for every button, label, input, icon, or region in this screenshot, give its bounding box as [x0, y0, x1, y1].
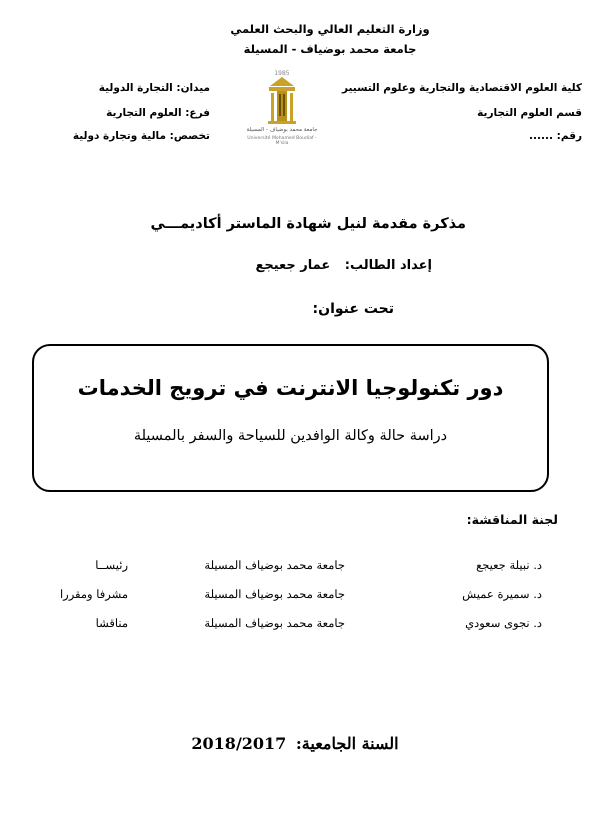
committee-label: لجنة المناقشة:: [466, 512, 558, 527]
university-logo: [244, 70, 320, 150]
branch-label: فرع: العلوم التجارية: [106, 107, 210, 119]
member-role: مناقشا: [95, 616, 128, 630]
member-role: مشرفا ومقررا: [59, 587, 128, 601]
member-university: جامعة محمد بوضياف المسيلة: [204, 616, 345, 630]
member-role: رئيســا: [95, 558, 128, 572]
member-name: د. سميرة عميش: [462, 587, 542, 601]
member-name: د. نبيلة جعيجع: [476, 558, 542, 572]
academic-year-value: 2018/2017: [191, 734, 287, 753]
student-name: عمار جعيجع: [255, 258, 331, 273]
logo-arabic-name: جامعة محمد بوضياف - المسيلة: [246, 127, 318, 133]
ministry-title: وزارة التعليم العالي والبحث العلمي: [230, 22, 430, 36]
faculty-name: كلية العلوم الاقتصادية والتجارية وعلوم التسيير: [341, 82, 582, 94]
academic-year-label: السنة الجامعية:: [295, 734, 399, 753]
thesis-title-box: [32, 344, 549, 492]
thesis-title: دور تكنولوجيا الانترنت في ترويج الخدمات: [77, 376, 504, 400]
university-title: جامعة محمد بوضياف - المسيلة: [243, 42, 417, 56]
student-label: إعداد الطالب:: [344, 258, 432, 273]
memo-title: مذكرة مقدمة لنيل شهادة الماستر أكاديمـــي: [150, 216, 466, 232]
field-label: ميدان: التجارة الدولية: [98, 82, 210, 94]
academic-year: [0, 734, 590, 753]
student-line: [255, 258, 432, 273]
logo-english-name: Université Mohamed Boudiaf - M'sila: [247, 136, 317, 146]
committee-row: [0, 616, 590, 634]
reference-number: رقم: ......: [529, 130, 582, 142]
member-university: جامعة محمد بوضياف المسيلة: [204, 587, 345, 601]
under-title-label: تحت عنوان:: [312, 301, 394, 317]
logo-emblem-icon: [268, 77, 296, 125]
logo-year: 1985: [274, 70, 290, 77]
committee-row: [0, 587, 590, 605]
member-university: جامعة محمد بوضياف المسيلة: [204, 558, 345, 572]
member-name: د. نجوى سعودي: [465, 616, 542, 630]
thesis-subtitle: دراسة حالة وكالة الوافدين للسياحة والسفر بالمسيلة: [133, 428, 448, 444]
committee-row: [0, 558, 590, 576]
specialty-label: تخصص: مالية وتجارة دولية: [72, 130, 210, 142]
department-name: قسم العلوم التجارية: [477, 107, 582, 119]
